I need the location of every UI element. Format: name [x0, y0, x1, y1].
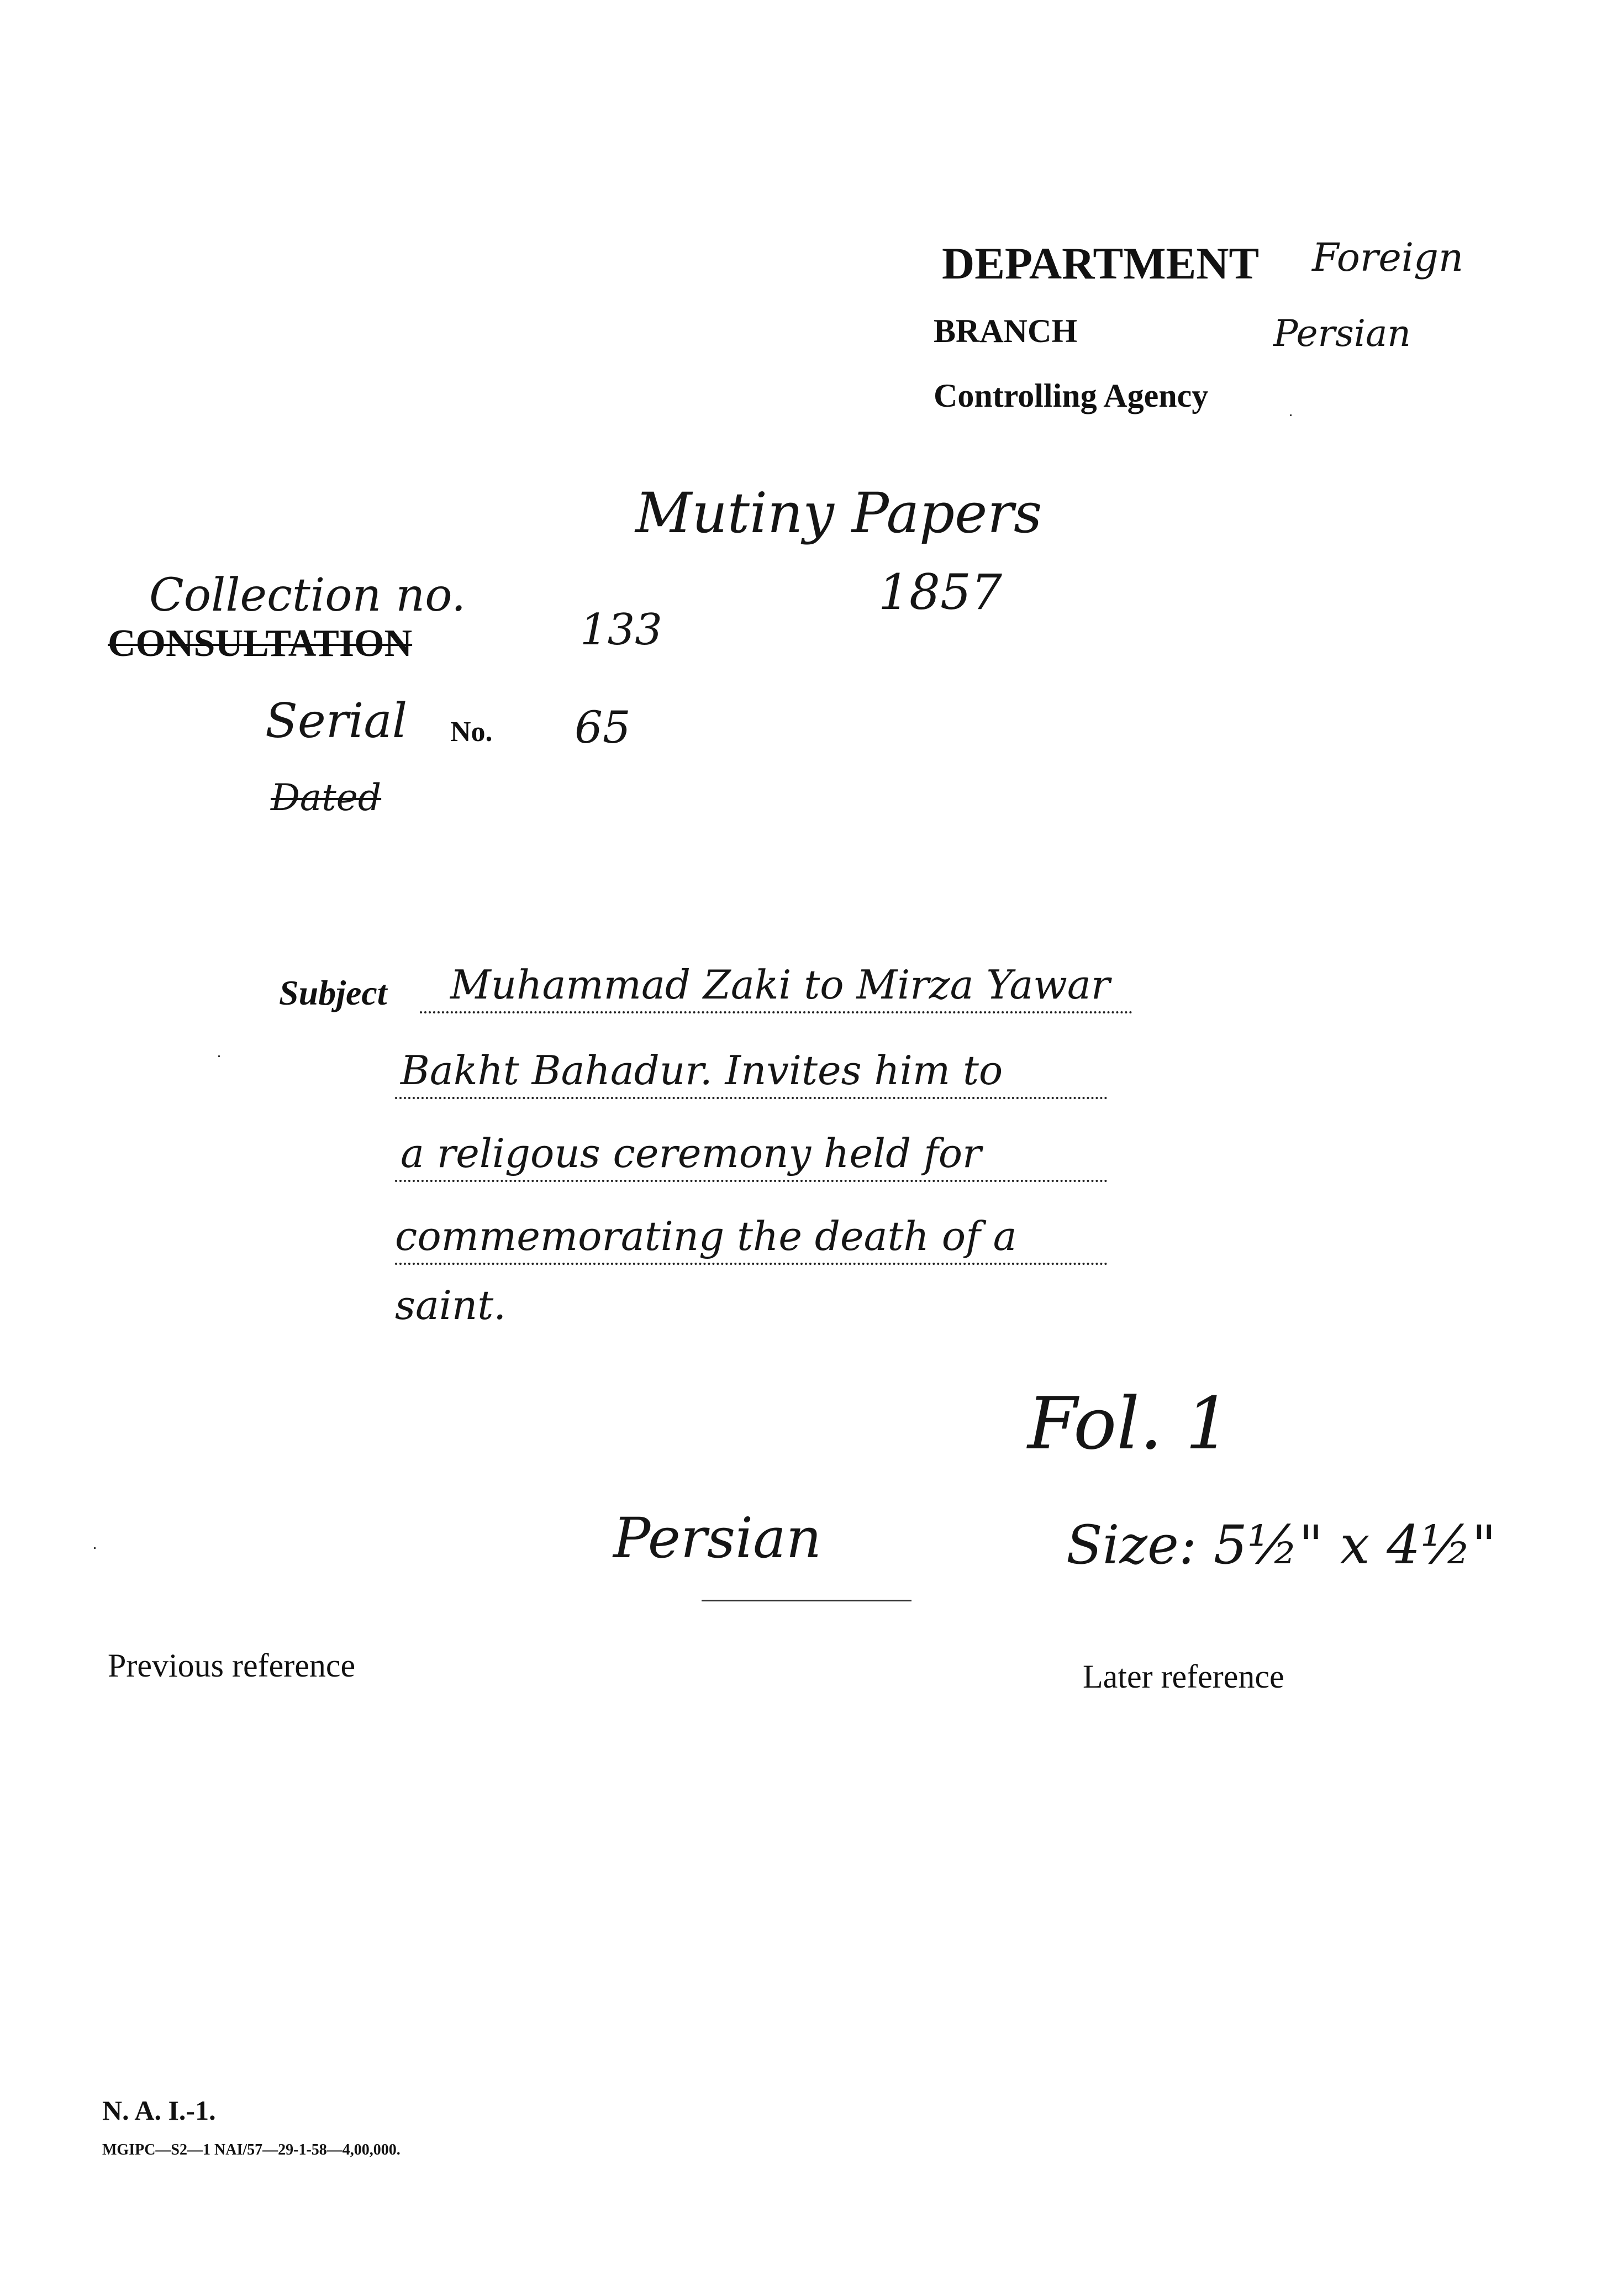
subject-line-1: Muhammad Zaki to Mirza Yawar	[450, 962, 1110, 1008]
department-label: DEPARTMENT	[942, 238, 1260, 288]
serial-number: 65	[575, 702, 631, 753]
dated-label-struck: Dated	[271, 776, 382, 819]
controlling-agency-label: Controlling Agency	[934, 377, 1209, 414]
subject-line-2: Bakht Bahadur. Invites him to	[401, 1047, 1003, 1094]
language-note: Persian	[613, 1506, 822, 1570]
scan-speck	[94, 1547, 96, 1549]
collection-title: Mutiny Papers	[635, 481, 1042, 545]
folio-number: Fol. 1	[1028, 1381, 1231, 1465]
consultation-label-struck: CONSULTATION	[108, 622, 413, 665]
subject-line-1-rule	[420, 1011, 1132, 1013]
serial-no-label: No.	[450, 716, 493, 748]
subject-line-3: a religous ceremony held for	[401, 1130, 982, 1176]
form-number: N. A. I.-1.	[102, 2095, 216, 2126]
language-underline	[702, 1600, 911, 1601]
scan-speck	[218, 1055, 220, 1057]
subject-line-5: saint.	[395, 1282, 507, 1328]
branch-label: BRANCH	[934, 313, 1078, 349]
department-value: Foreign	[1312, 235, 1464, 280]
subject-label: Subject	[279, 973, 387, 1012]
printer-imprint: MGIPC—S2—1 NAI/57—29-1-58—4,00,000.	[102, 2141, 401, 2158]
scan-speck	[1290, 414, 1292, 416]
subject-line-3-rule	[395, 1180, 1108, 1182]
later-reference-label: Later reference	[1083, 1658, 1284, 1695]
serial-label: Serial	[265, 693, 408, 749]
collection-number: 133	[580, 605, 662, 655]
collection-no-label: Collection no.	[149, 569, 466, 622]
collection-year: 1857	[878, 564, 1002, 621]
previous-reference-label: Previous reference	[108, 1647, 356, 1684]
subject-line-4-rule	[395, 1263, 1108, 1265]
size-note: Size: 5½" x 4½"	[1066, 1514, 1497, 1576]
subject-line-4: commemorating the death of a	[395, 1213, 1017, 1259]
branch-value: Persian	[1273, 312, 1411, 355]
subject-line-2-rule	[395, 1097, 1108, 1099]
